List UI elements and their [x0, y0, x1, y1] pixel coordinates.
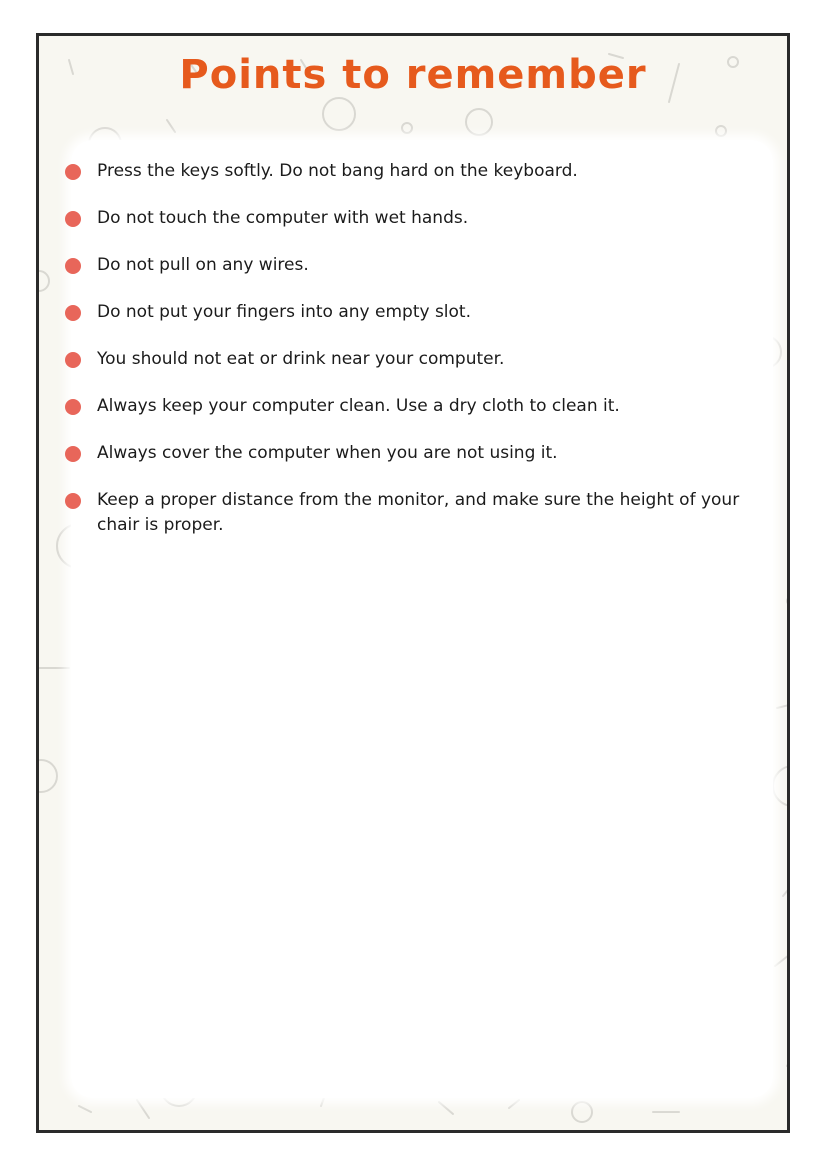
list-item	[71, 441, 751, 466]
point-text: Always keep your computer clean. Use a dry cloth to clean it.	[97, 396, 620, 416]
page-title: Points to remember	[179, 52, 647, 98]
point-text: Do not put your fingers into any empty slot.	[97, 302, 471, 322]
bullet-dot-icon	[65, 164, 81, 180]
list-item	[71, 394, 751, 419]
point-text: Always cover the computer when you are not using it.	[97, 443, 558, 463]
list-item	[71, 347, 751, 372]
bullet-dot-icon	[65, 258, 81, 274]
bullet-dot-icon	[65, 352, 81, 368]
list-item	[71, 206, 751, 231]
point-text: Do not touch the computer with wet hands.	[97, 208, 469, 228]
bullet-dot-icon	[65, 211, 81, 227]
bullet-dot-icon	[65, 399, 81, 415]
point-text: Press the keys softly. Do not bang hard on the keyboard.	[97, 161, 578, 181]
content-card	[71, 140, 773, 1098]
point-text: You should not eat or drink near your computer.	[97, 349, 505, 369]
list-item	[71, 253, 751, 278]
bullet-dot-icon	[65, 446, 81, 462]
point-text: Do not pull on any wires.	[97, 255, 309, 275]
list-item	[71, 159, 751, 184]
page-frame	[36, 33, 790, 1133]
list-item	[71, 300, 751, 325]
point-text: Keep a proper distance from the monitor, and make sure the height of your chair is proper.	[97, 490, 740, 535]
points-list	[71, 159, 751, 560]
bullet-dot-icon	[65, 493, 81, 509]
list-item	[71, 488, 751, 538]
bullet-dot-icon	[65, 305, 81, 321]
